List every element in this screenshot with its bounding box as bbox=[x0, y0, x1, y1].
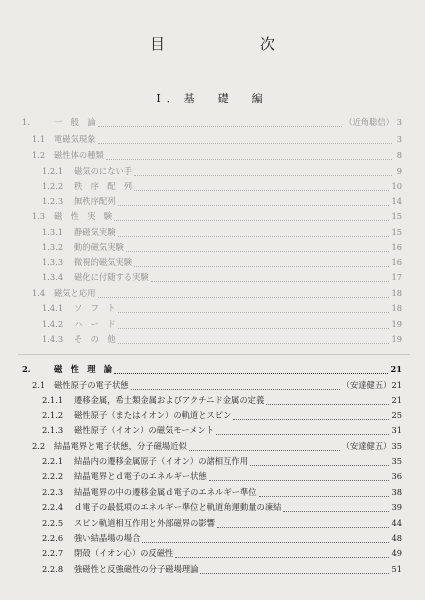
toc-entry-page: 15 bbox=[391, 211, 402, 221]
leader-dots bbox=[200, 566, 389, 574]
toc-entry-number: 2.2.1 bbox=[42, 456, 64, 466]
toc-entry-title: 一 般 論 bbox=[54, 117, 96, 127]
leader-dots bbox=[209, 473, 390, 481]
toc-entry-number: 1.3.1 bbox=[42, 227, 64, 237]
toc-entry bbox=[42, 425, 402, 436]
leader-dots bbox=[98, 136, 393, 144]
leader-dots bbox=[118, 336, 390, 344]
leader-dots bbox=[151, 274, 390, 282]
toc-entry-page: 25 bbox=[391, 410, 402, 420]
toc-entry bbox=[42, 518, 402, 529]
toc-entry-title: 結晶電界と電子状態，分子磁場近似 bbox=[54, 441, 187, 451]
toc-entry-page: 16 bbox=[391, 257, 402, 267]
toc-entry bbox=[42, 564, 402, 575]
toc-entry-title: 磁気と応用 bbox=[54, 288, 96, 298]
leader-dots bbox=[118, 198, 390, 206]
toc-entry bbox=[42, 227, 402, 238]
toc-entry-page: 21 bbox=[390, 364, 402, 374]
toc-entry-title: 動的磁気実験 bbox=[74, 242, 124, 252]
toc-entry-page: 49 bbox=[391, 548, 402, 558]
toc-entry-number: 1.2.1 bbox=[42, 166, 64, 176]
toc-entry-page: 9 bbox=[396, 166, 402, 176]
toc-entry bbox=[32, 380, 402, 391]
leader-dots bbox=[142, 535, 389, 543]
toc-entry-number: 1.2.3 bbox=[42, 196, 64, 206]
toc-entry-page: 3 bbox=[396, 117, 402, 127]
toc-entry-title: 秩 序 配 列 bbox=[74, 181, 133, 191]
section-divider bbox=[18, 354, 410, 355]
toc-entry-number: 2.2.2 bbox=[42, 471, 64, 481]
toc-entry-page: 21 bbox=[391, 380, 402, 390]
toc-entry-title: ハ ー ド bbox=[74, 319, 116, 329]
toc-entry-author: （安達健五） bbox=[341, 441, 392, 451]
toc-entry bbox=[42, 166, 402, 177]
toc-entry-page: 51 bbox=[391, 564, 402, 574]
leader-dots bbox=[189, 443, 340, 451]
toc-entry-number: 1.3.4 bbox=[42, 272, 64, 282]
toc-entry-number: 1.4.1 bbox=[42, 303, 64, 313]
leader-dots bbox=[98, 119, 343, 127]
toc-entry bbox=[32, 134, 402, 145]
toc-entry bbox=[42, 272, 402, 283]
toc-entry-title: 結晶内の遷移金属原子（イオン）の諸相互作用 bbox=[74, 456, 248, 466]
toc-entry-title: 無秩序配列 bbox=[74, 196, 116, 206]
toc-entry bbox=[42, 410, 402, 421]
toc-entry bbox=[42, 471, 402, 482]
toc-entry-title: 磁 性 実 験 bbox=[54, 211, 113, 221]
toc-entry-number: 1.3 bbox=[32, 211, 46, 221]
toc-entry-page: 39 bbox=[391, 502, 402, 512]
leader-dots bbox=[283, 504, 389, 512]
leader-dots bbox=[216, 427, 389, 435]
toc-entry-page: 48 bbox=[391, 533, 402, 543]
toc-entry bbox=[42, 395, 402, 406]
leader-dots bbox=[126, 244, 390, 252]
leader-dots bbox=[114, 213, 389, 221]
toc-entry-title: 電磁気現象 bbox=[54, 134, 96, 144]
toc-entry bbox=[42, 487, 402, 498]
toc-entry-number: 1.1 bbox=[32, 134, 46, 144]
toc-entry-page: 19 bbox=[391, 334, 402, 344]
toc-entry-page: 36 bbox=[391, 471, 402, 481]
toc-entry-page: 35 bbox=[391, 456, 402, 466]
toc-entry-number: 1.2 bbox=[32, 150, 46, 160]
toc-entry bbox=[42, 502, 402, 513]
toc-entry-author: （安達健五） bbox=[341, 380, 392, 390]
toc-entry bbox=[32, 441, 402, 452]
toc-entry bbox=[42, 303, 402, 314]
toc-entry-page: 44 bbox=[391, 518, 402, 528]
toc-entry-title: 磁気のにない手 bbox=[74, 166, 133, 176]
toc-entry-title: 閉殻（イオン心）の反磁性 bbox=[74, 548, 174, 558]
toc-entry-number: 1.4.2 bbox=[42, 319, 64, 329]
toc-entry-page: 8 bbox=[396, 150, 402, 160]
page-title: 目 次 bbox=[149, 35, 315, 53]
toc-entry-title: そ の 他 bbox=[74, 334, 116, 344]
toc-entry-title: ソ フ ト bbox=[74, 303, 116, 313]
toc-entry-number: 2.2.5 bbox=[42, 518, 64, 528]
toc-entry-title: 磁性原子（またはイオン）の軌道とスピン bbox=[74, 410, 232, 420]
toc-entry-page: 17 bbox=[391, 272, 402, 282]
leader-dots bbox=[259, 489, 390, 497]
toc-entry-page: 14 bbox=[391, 196, 402, 206]
toc-entry-title: 遷移金属，希土類金属およびアクチニド金属の定義 bbox=[74, 395, 265, 405]
toc-entry bbox=[42, 242, 402, 253]
leader-dots bbox=[106, 152, 392, 160]
toc-entry-number: 2.2.3 bbox=[42, 487, 64, 497]
toc-entry-title: 磁 性 理 論 bbox=[54, 364, 113, 374]
toc-entry-title: 結晶電界の中の遷移金属ｄ電子のエネルギー準位 bbox=[74, 487, 257, 497]
toc-entry bbox=[22, 364, 402, 375]
toc-entry-title: 磁化に付随する実験 bbox=[74, 272, 149, 282]
toc-entry-title: スピン軌道相互作用と外部磁界の影響 bbox=[74, 518, 216, 528]
toc-entry-number: 2.2.7 bbox=[42, 548, 64, 558]
toc-entry-number: 2.1.2 bbox=[42, 410, 64, 420]
toc-entry bbox=[42, 548, 402, 559]
toc-entry-title: ｄ電子の最低項のエネルギー準位と軌道角運動量の凍結 bbox=[74, 502, 282, 512]
toc-entry-number: 1. bbox=[22, 117, 30, 127]
toc-entry-number: 1.4.3 bbox=[42, 334, 64, 344]
toc-entry-page: 10 bbox=[391, 181, 402, 191]
leader-dots bbox=[266, 397, 389, 405]
part-heading: I．基 礎 編 bbox=[156, 92, 269, 105]
toc-entry bbox=[42, 196, 402, 207]
toc-entry bbox=[42, 319, 402, 330]
toc-entry-title: 結晶電界とｄ電子のエネルギー状態 bbox=[74, 471, 207, 481]
toc-entry-page: 15 bbox=[391, 227, 402, 237]
leader-dots bbox=[114, 366, 388, 374]
leader-dots bbox=[250, 458, 389, 466]
toc-entry-title: 磁性原子（イオン）の磁気モーメント bbox=[74, 425, 215, 435]
toc-entry bbox=[32, 150, 402, 161]
toc-entry bbox=[32, 211, 402, 222]
toc-entry-number: 2.1.3 bbox=[42, 425, 64, 435]
leader-dots bbox=[134, 259, 389, 267]
toc-entry-title: 強い結晶場の場合 bbox=[74, 533, 141, 543]
toc-entry bbox=[22, 117, 402, 128]
toc-entry-page: 35 bbox=[391, 441, 402, 451]
toc-entry-title: 磁性原子の電子状態 bbox=[54, 380, 129, 390]
toc-entry-page: 21 bbox=[391, 395, 402, 405]
toc-entry-page: 31 bbox=[391, 425, 402, 435]
leader-dots bbox=[175, 550, 389, 558]
toc-entry-page: 16 bbox=[391, 242, 402, 252]
toc-entry bbox=[32, 288, 402, 299]
toc-entry bbox=[42, 181, 402, 192]
toc-entry-number: 2.2 bbox=[32, 441, 46, 451]
toc-entry bbox=[42, 533, 402, 544]
leader-dots bbox=[131, 382, 340, 390]
toc-entry bbox=[42, 334, 402, 345]
toc-entry-number: 1.4 bbox=[32, 288, 46, 298]
toc-entry-number: 1.3.3 bbox=[42, 257, 64, 267]
toc-entry-page: 38 bbox=[391, 487, 402, 497]
toc-entry-number: 2.2.4 bbox=[42, 502, 64, 512]
toc-entry-number: 2.1.1 bbox=[42, 395, 64, 405]
toc-entry bbox=[42, 456, 402, 467]
toc-entry-number: 2.1 bbox=[32, 380, 46, 390]
toc-entry-number: 2.2.6 bbox=[42, 533, 64, 543]
toc-entry-number: 2. bbox=[22, 364, 31, 374]
toc-entry-page: 3 bbox=[396, 134, 402, 144]
leader-dots bbox=[134, 183, 389, 191]
leader-dots bbox=[98, 290, 390, 298]
toc-entry-page: 19 bbox=[391, 319, 402, 329]
toc-entry-title: 微視的磁気実験 bbox=[74, 257, 133, 267]
toc-entry-number: 1.2.2 bbox=[42, 181, 64, 191]
toc-entry-author: （近角聡信） bbox=[344, 117, 394, 127]
toc-entry-page: 18 bbox=[391, 288, 402, 298]
toc-entry-title: 静磁気実験 bbox=[74, 227, 116, 237]
toc-entry-page: 18 bbox=[391, 303, 402, 313]
leader-dots bbox=[217, 520, 389, 528]
toc-entry-title: 磁性体の種類 bbox=[54, 150, 104, 160]
leader-dots bbox=[134, 168, 392, 176]
toc-entry bbox=[42, 257, 402, 268]
leader-dots bbox=[118, 305, 390, 313]
toc-entry-title: 強磁性と反強磁性の分子磁場理論 bbox=[74, 564, 199, 574]
leader-dots bbox=[118, 321, 390, 329]
leader-dots bbox=[118, 229, 390, 237]
toc-entry-number: 2.2.8 bbox=[42, 564, 64, 574]
toc-entry-number: 1.3.2 bbox=[42, 242, 64, 252]
leader-dots bbox=[233, 412, 389, 420]
